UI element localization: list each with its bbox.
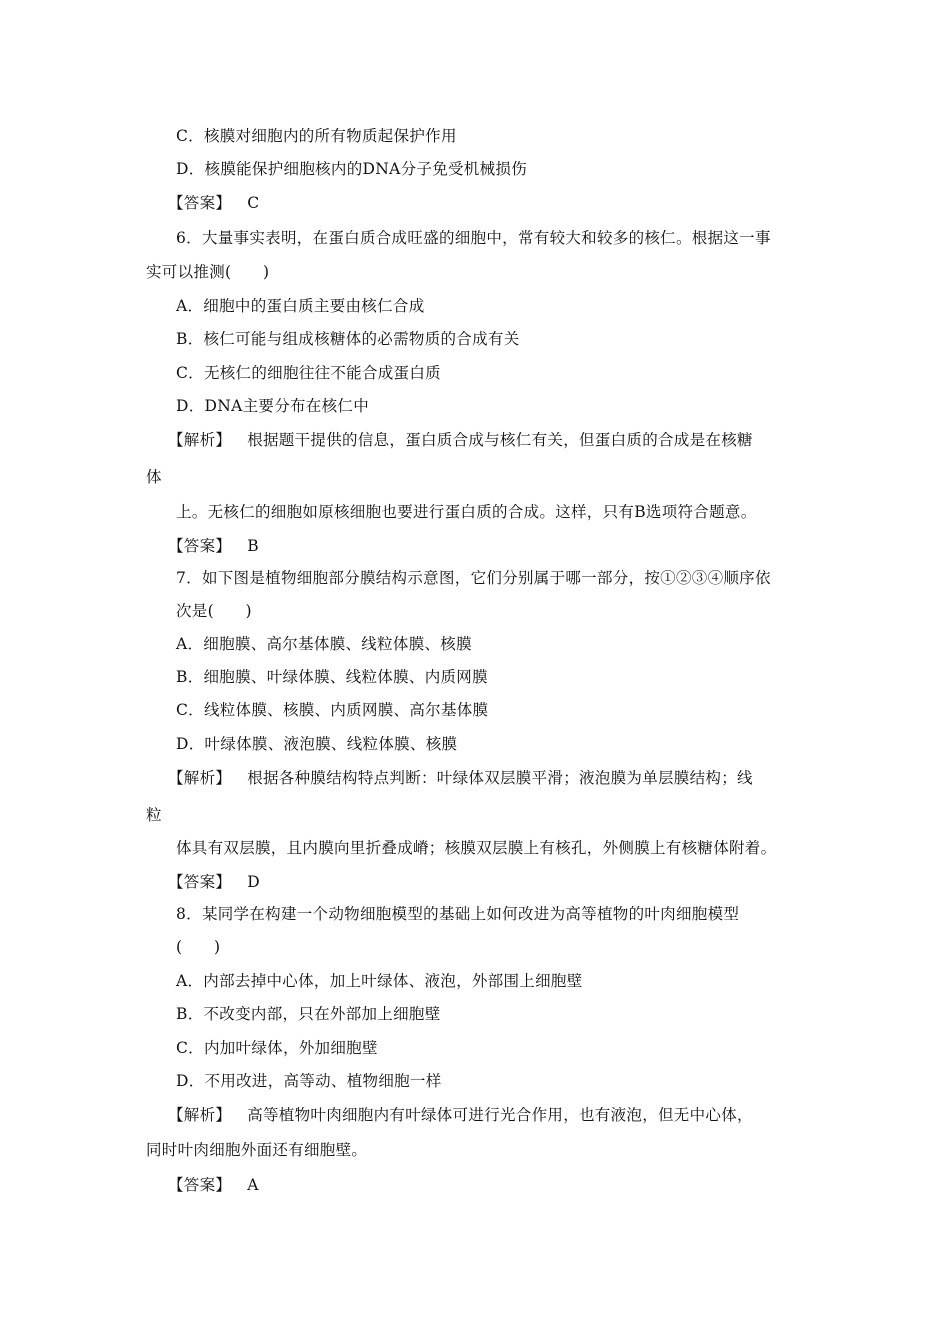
q6-option-a: A．细胞中的蛋白质主要由核仁合成 (176, 297, 425, 315)
q6-option-d: D．DNA主要分布在核仁中 (176, 397, 370, 415)
q7-analysis-line-3: 体具有双层膜，且内膜向里折叠成嵴；核膜双层膜上有核孔，外侧膜上有核糖体附着。 (176, 839, 777, 857)
q8-analysis-line-1 (168, 1105, 753, 1125)
q6-option-b: B．核仁可能与组成核糖体的必需物质的合成有关 (176, 330, 520, 348)
answer-value: B (247, 537, 259, 555)
q6-analysis-line-1 (168, 430, 753, 450)
q7-analysis-line-2: 粒 (146, 806, 162, 824)
q7-option-c: C．线粒体膜、核膜、内质网膜、高尔基体膜 (176, 701, 489, 719)
analysis-tag: 【解析】 (168, 431, 232, 449)
q5-option-d: D．核膜能保护细胞核内的DNA分子免受机械损伤 (176, 160, 528, 178)
q8-option-c: C．内加叶绿体，外加细胞壁 (176, 1039, 378, 1057)
q8-stem-line-2: ( ) (176, 938, 221, 956)
q7-option-d: D．叶绿体膜、液泡膜、线粒体膜、核膜 (176, 735, 458, 753)
q8-option-a: A．内部去掉中心体，加上叶绿体、液泡，外部围上细胞壁 (176, 972, 583, 990)
q8-stem-line-1: 8．某同学在构建一个动物细胞模型的基础上如何改进为高等植物的叶肉细胞模型 (176, 905, 740, 923)
analysis-tag: 【解析】 (168, 769, 232, 787)
q7-analysis-line-1 (168, 768, 753, 788)
q7-stem-line-2: 次是( ) (176, 602, 252, 620)
answer-value: D (247, 873, 260, 891)
q7-stem-line-1: 7．如下图是植物细胞部分膜结构示意图，它们分别属于哪一部分，按①②③④顺序依 (176, 569, 771, 587)
analysis-text: 高等植物叶肉细胞内有叶绿体可进行光合作用，也有液泡，但无中心体， (247, 1106, 753, 1124)
answer-tag: 【答案】 (168, 537, 232, 555)
q8-option-d: D．不用改进，高等动、植物细胞一样 (176, 1072, 442, 1090)
q7-answer (168, 872, 260, 892)
q5-option-c: C．核膜对细胞内的所有物质起保护作用 (176, 127, 457, 145)
answer-tag: 【答案】 (168, 194, 232, 212)
q6-stem-line-2: 实可以推测( ) (146, 263, 270, 281)
analysis-text: 根据题干提供的信息，蛋白质合成与核仁有关，但蛋白质的合成是在核糖 (247, 431, 753, 449)
q8-option-b: B．不改变内部，只在外部加上细胞壁 (176, 1005, 441, 1023)
q7-option-a: A．细胞膜、高尔基体膜、线粒体膜、核膜 (176, 635, 472, 653)
q6-answer (168, 536, 259, 556)
analysis-tag: 【解析】 (168, 1106, 232, 1124)
answer-tag: 【答案】 (168, 873, 232, 891)
q6-analysis-line-3: 上。无核仁的细胞如原核细胞也要进行蛋白质的合成。这样，只有B选项符合题意。 (176, 503, 757, 521)
answer-value: C (247, 194, 260, 212)
q6-stem-line-1: 6．大量事实表明，在蛋白质合成旺盛的细胞中，常有较大和较多的核仁。根据这一事 (176, 229, 771, 247)
answer-value: A (247, 1176, 259, 1194)
answer-tag: 【答案】 (168, 1176, 232, 1194)
q8-answer (168, 1175, 259, 1195)
q6-option-c: C．无核仁的细胞往往不能合成蛋白质 (176, 364, 441, 382)
q8-analysis-line-2: 同时叶肉细胞外面还有细胞壁。 (146, 1141, 368, 1159)
q5-answer (168, 193, 259, 213)
q6-analysis-line-2: 体 (146, 468, 162, 486)
analysis-text: 根据各种膜结构特点判断：叶绿体双层膜平滑；液泡膜为单层膜结构；线 (247, 769, 753, 787)
q7-option-b: B．细胞膜、叶绿体膜、线粒体膜、内质网膜 (176, 668, 488, 686)
